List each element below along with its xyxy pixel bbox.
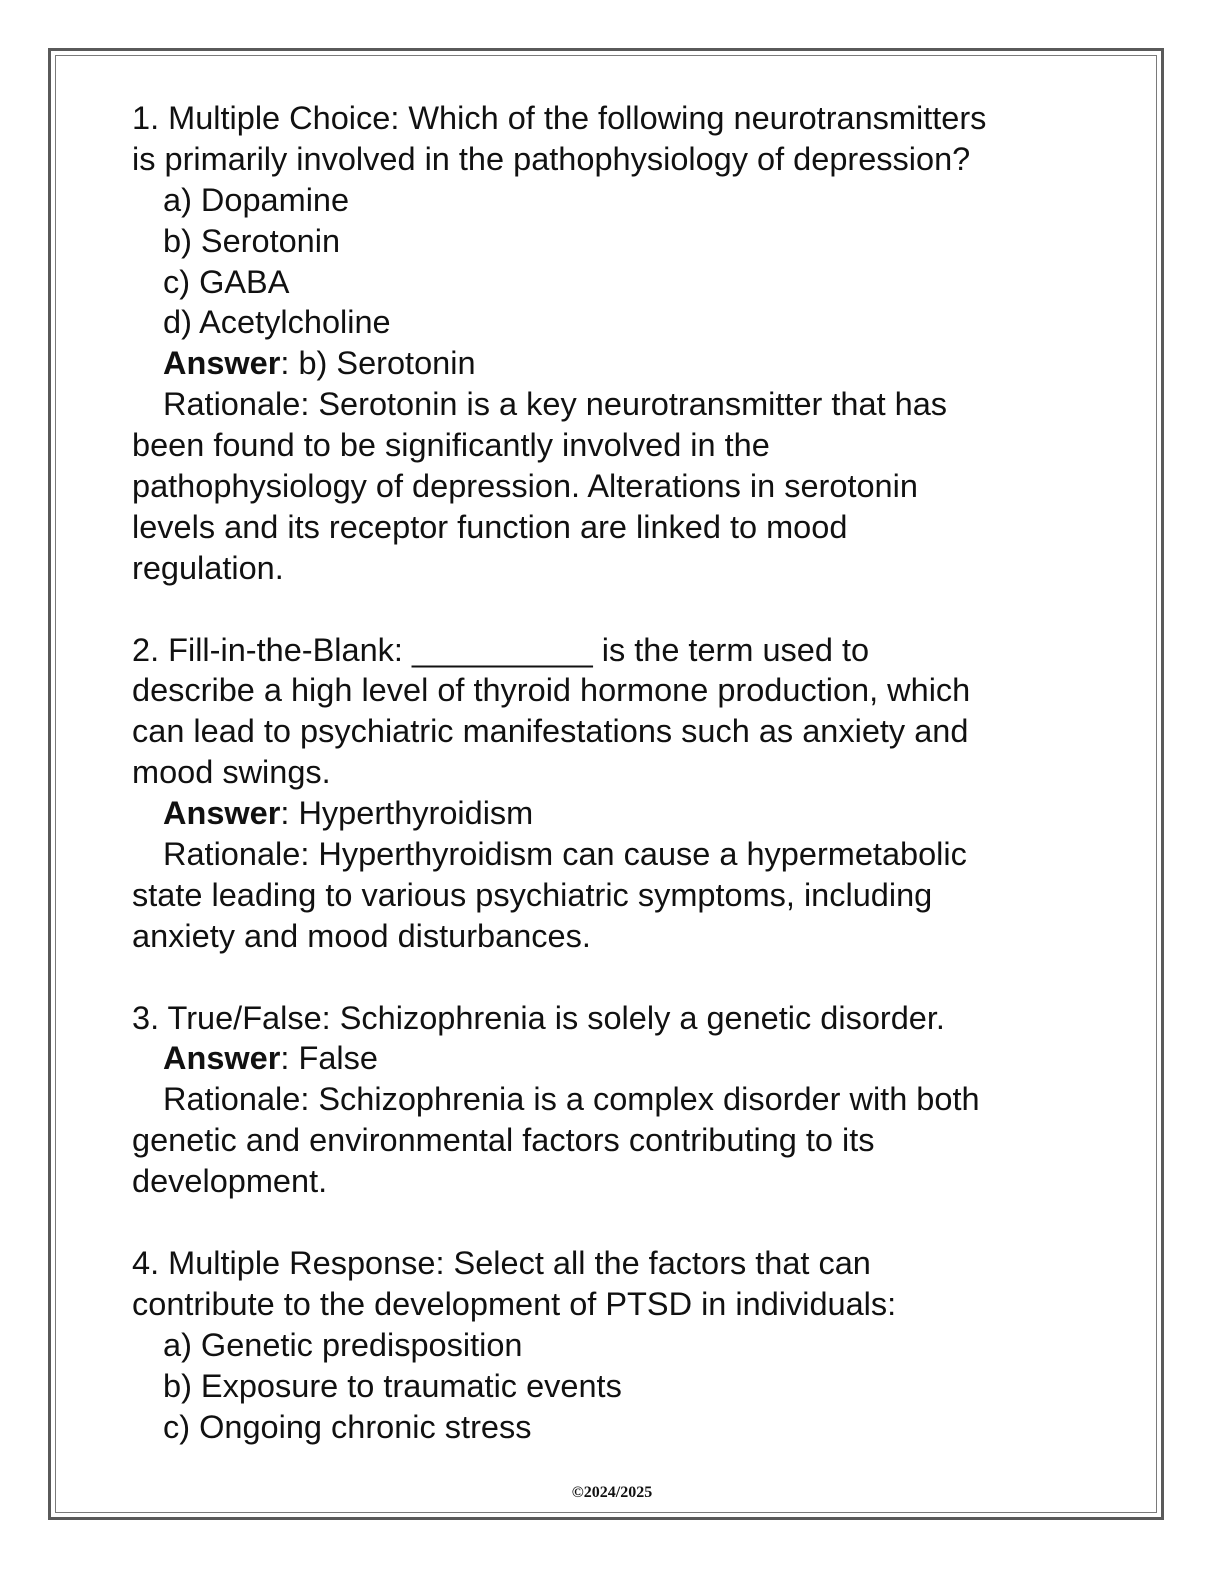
question-text-line: describe a high level of thyroid hormone production, which [132,672,971,709]
answer-line [132,1038,1092,1079]
rationale-line: development. [132,1163,328,1200]
rationale-line: pathophysiology of depression. Alterations in serotonin [132,468,918,505]
rationale-line: Rationale: Hyperthyroidism can cause a hypermetabolic [163,836,967,873]
answer-value: : b) Serotonin [280,345,476,382]
answer-label: Answer [163,345,281,382]
question-text-line: 2. Fill-in-the-Blank: __________ is the term used to [132,631,870,668]
question-1 [132,98,1092,589]
question-2 [132,630,1092,957]
copyright-footer: ©2024/2025 [571,1484,653,1501]
question-text-line: 4. Multiple Response: Select all the factors that can [132,1244,871,1281]
answer-label: Answer [163,795,281,832]
answer-line [132,793,1092,834]
option-c: c) Ongoing chronic stress [163,1408,532,1445]
option-d: d) Acetylcholine [163,304,391,341]
rationale-line: regulation. [132,549,284,586]
option-b: b) Serotonin [163,222,341,259]
rationale-line: genetic and environmental factors contributing to its [132,1122,875,1159]
question-text-line: mood swings. [132,754,331,791]
answer-value: : False [280,1040,378,1077]
option-c: c) GABA [163,263,290,300]
document-body [132,98,1092,1447]
rationale-line: Rationale: Serotonin is a key neurotransmitter that has [163,386,948,423]
question-text-line: contribute to the development of PTSD in individuals: [132,1285,897,1322]
rationale-line: state leading to various psychiatric symptoms, including [132,876,933,913]
rationale-line: been found to be significantly involved in the [132,427,770,464]
rationale-line: levels and its receptor function are linked to mood [132,508,848,545]
question-text-line: is primarily involved in the pathophysiology of depression? [132,140,971,177]
option-b: b) Exposure to traumatic events [163,1367,622,1404]
question-text-line: 3. True/False: Schizophrenia is solely a genetic disorder. [132,999,945,1036]
question-text-line: can lead to psychiatric manifestations such as anxiety and [132,713,969,750]
answer-value: : Hyperthyroidism [280,795,534,832]
option-a: a) Genetic predisposition [163,1326,523,1363]
option-a: a) Dopamine [163,181,350,218]
answer-line [132,343,1092,384]
question-4 [132,1243,1092,1447]
answer-label: Answer [163,1040,281,1077]
question-3 [132,998,1092,1202]
rationale-line: Rationale: Schizophrenia is a complex disorder with both [163,1081,980,1118]
rationale-line: anxiety and mood disturbances. [132,917,591,954]
question-text-line: 1. Multiple Choice: Which of the following neurotransmitters [132,100,987,136]
